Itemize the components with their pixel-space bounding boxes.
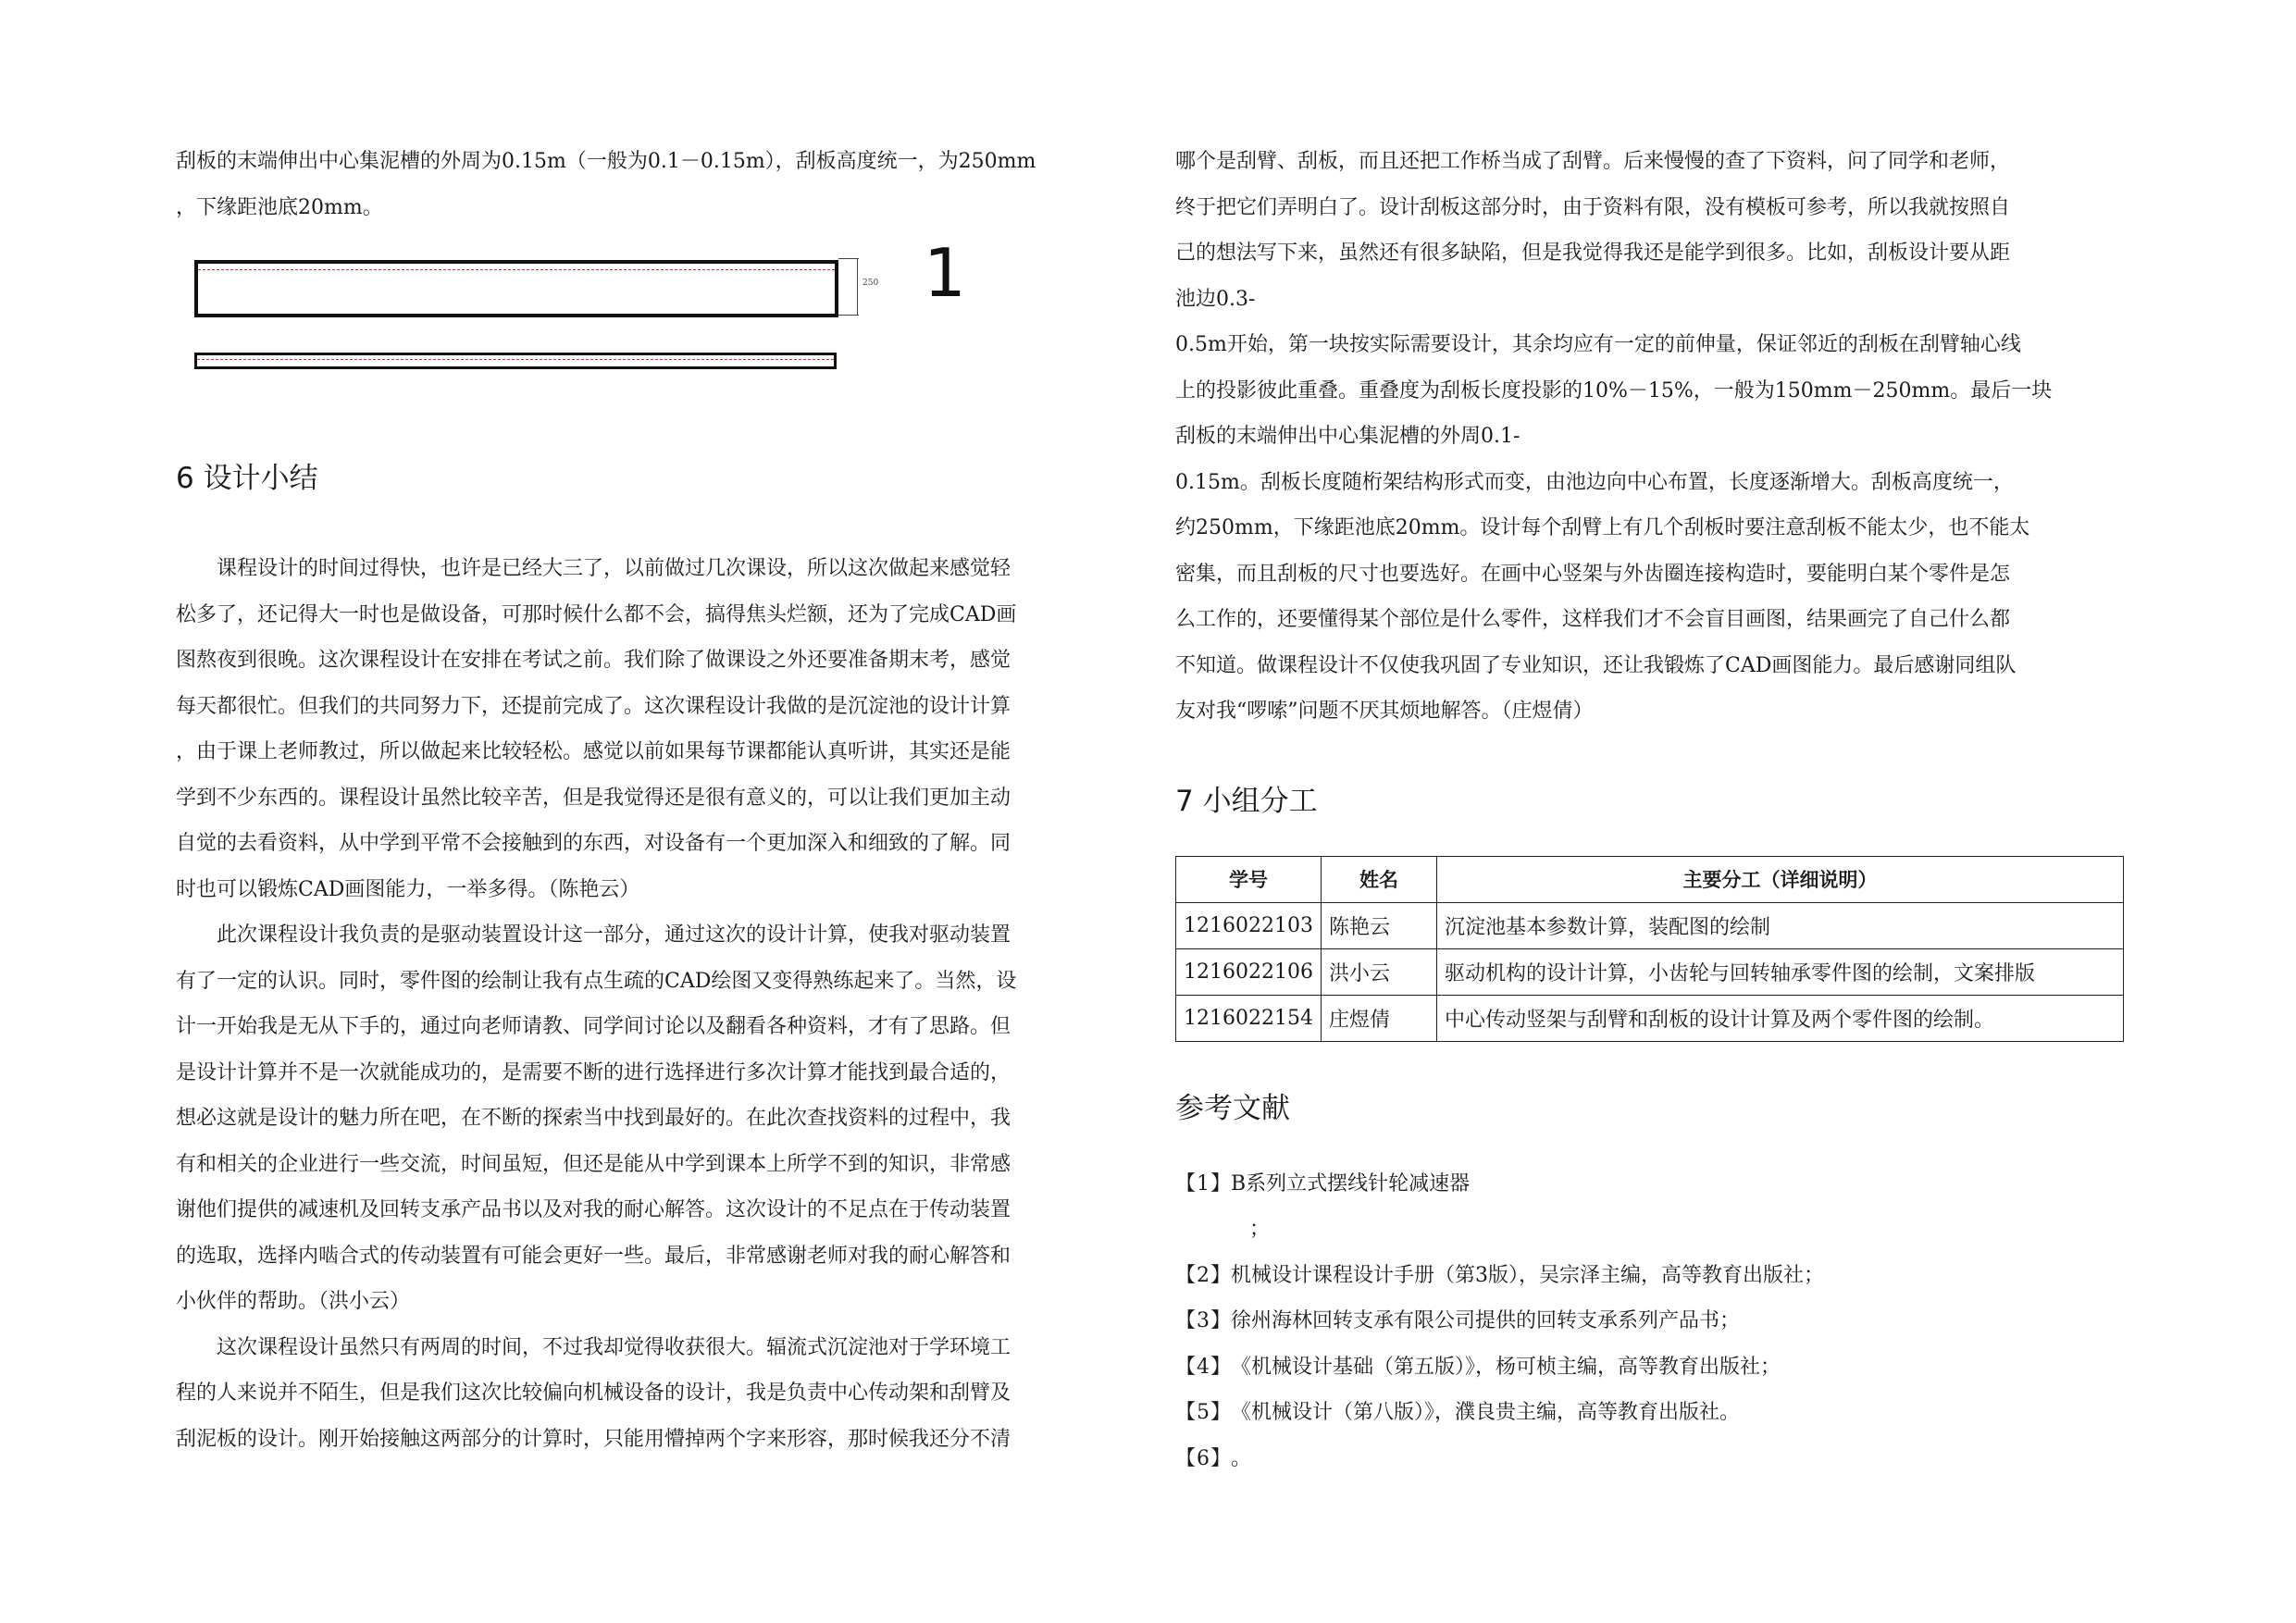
division-of-work-table: [1175, 856, 2124, 1042]
text-line: 此次课程设计我负责的是驱动装置设计这一部分，通过这次的设计计算，使我对驱动装置: [217, 923, 1011, 947]
cell-duties: 沉淀池基本参数计算，装配图的绘制: [1436, 902, 2123, 948]
text-line: 小伙伴的帮助。（洪小云）: [176, 1290, 411, 1313]
reference-number: 【6】: [1175, 1446, 1232, 1470]
reference-item: [1175, 1298, 2124, 1344]
scraper-plate-top-view: [194, 260, 838, 317]
text-line: 有了一定的认识。同时，零件图的绘制让我有点生疏的CAD绘图又变得熟练起来了。当然，设: [176, 969, 1017, 993]
reference-text: 徐州海林回转支承有限公司提供的回转支承系列产品书；: [1231, 1309, 1741, 1332]
cell-duties: 中心传动竖架与刮臂和刮板的设计计算及两个零件图的绘制。: [1436, 995, 2123, 1041]
text-line: 刮板的末端伸出中心集泥槽的外周为0.15m（一般为0.1－0.15m），刮板高度统一，为250mm: [176, 150, 1036, 173]
dimension-line: [857, 258, 858, 316]
text-line: 么工作的，还要懂得某个部位是什么零件，这样我们才不会盲目画图，结果画完了自己什么都: [1175, 608, 2011, 631]
reference-text: B系列立式摆线针轮减速器: [1231, 1171, 1471, 1196]
text-line: 这次课程设计虽然只有两周的时间，不过我却觉得收获很大。辐流式沉淀池对于学环境工: [217, 1335, 1011, 1359]
reference-item: [1175, 1390, 2124, 1436]
references-heading: 参考文献: [1175, 1091, 1290, 1125]
scraper-drawing: [176, 234, 1138, 408]
text-line: 0.5m开始，第一块按实际需要设计，其余均应有一定的前伸量，保证邻近的刮板在刮臂轴心线: [1175, 333, 2021, 356]
reference-text: ；: [1249, 1218, 1271, 1241]
dimension-extension-lines: [838, 258, 859, 316]
reference-text: 《机械设计基础（第五版）》，杨可桢主编，高等教育出版社；: [1231, 1355, 1781, 1379]
text-line: 哪个是刮臂、刮板，而且还把工作桥当成了刮臂。后来慢慢的查了下资料，问了同学和老师，: [1175, 150, 2011, 173]
text-line: 池边0.3-: [1175, 287, 1256, 311]
reference-number: 【5】: [1175, 1401, 1232, 1424]
summary-paragraph-zhuang-continued: [1175, 139, 2124, 735]
text-line: 自觉的去看资料，从中学到平常不会接触到的东西，对设备有一个更加深入和细致的了解。同: [176, 832, 1011, 855]
cell-name: 洪小云: [1321, 948, 1436, 995]
text-line: 上的投影彼此重叠。重叠度为刮板长度投影的10%－15%，一般为150mm－250mm。最后一块: [1175, 378, 2053, 403]
reference-text: 。: [1231, 1446, 1252, 1470]
text-line: 是设计计算并不是一次就能成功的，是需要不断的进行选择进行多次计算才能找到最合适的，: [176, 1060, 1011, 1084]
reference-item: [1175, 1253, 2124, 1299]
text-line: 计一开始我是无从下手的，通过向老师请教、同学间讨论以及翻看各种资料，才有了思路。但: [176, 1015, 1011, 1038]
text-line: 松多了，还记得大一时也是做设备，可那时候什么都不会，搞得焦头烂额，还为了完成CAD画: [176, 602, 1017, 626]
reference-number: 【3】: [1175, 1309, 1232, 1332]
figure-label: 1: [924, 234, 966, 312]
text-line: 想必这就是设计的魅力所在吧，在不断的探索当中找到最好的。在此次查找资料的过程中，我: [176, 1107, 1011, 1130]
scraper-plate-side-view: [194, 353, 837, 369]
header-duties: 主要分工（详细说明）: [1436, 856, 2123, 902]
text-line: 有和相关的企业进行一些交流，时间虽短，但还是能从中学到课本上所学不到的知识，非常感: [176, 1152, 1011, 1176]
summary-paragraph-hong: [176, 912, 1138, 1325]
text-line: 时也可以锻炼CAD画图能力，一举多得。（陈艳云）: [176, 877, 640, 901]
cell-student-id: 1216022154: [1176, 995, 1322, 1041]
section-7-heading: 7 小组分工: [1175, 784, 1318, 818]
summary-paragraph-zhuang: [176, 1325, 1138, 1463]
text-line: 学到不少东西的。课程设计虽然比较辛苦，但是我觉得还是很有意义的，可以让我们更加主动: [176, 786, 1011, 810]
text-line: 的选取，选择内啮合式的传动装置有可能会更好一些。最后，非常感谢老师对我的耐心解答和: [176, 1244, 1011, 1268]
text-line: 刮泥板的设计。刚开始接触这两部分的计算时，只能用懵掉两个字来形容，那时候我还分不清: [176, 1427, 1011, 1451]
text-line: ，由于课上老师教过，所以做起来比较轻松。感觉以前如果每节课都能认真听讲，其实还是能: [176, 740, 1011, 763]
text-line: 不知道。做课程设计不仅使我巩固了专业知识，还让我锻炼了CAD画图能力。最后感谢同组队: [1175, 653, 2017, 677]
text-line: 课程设计的时间过得快，也许是已经大三了，以前做过几次课设，所以这次做起来感觉轻: [217, 557, 1011, 580]
reference-number: 【1】: [1175, 1171, 1232, 1196]
table-header-row: [1176, 856, 2124, 902]
table-row: [1176, 948, 2124, 995]
reference-number: 【2】: [1175, 1263, 1232, 1287]
cell-name: 庄煜倩: [1321, 995, 1436, 1041]
reference-item: [1175, 1344, 2124, 1391]
reference-item: [1175, 1436, 2124, 1482]
text-line: 刮板的末端伸出中心集泥槽的外周0.1-: [1175, 425, 1520, 448]
text-line: 密集，而且刮板的尺寸也要选好。在画中心竖架与外齿圈连接构造时，要能明白某个零件是怎: [1175, 562, 2011, 586]
references-list: [1175, 1161, 2124, 1482]
header-name: 姓名: [1321, 856, 1436, 902]
left-column: [176, 139, 1138, 1462]
header-student-id: 学号: [1176, 856, 1322, 902]
dimension-value: 250: [863, 279, 879, 288]
table-row: [1176, 902, 2124, 948]
reference-number: 【4】: [1175, 1355, 1232, 1379]
text-line: ，下缘距池底20mm。: [176, 195, 383, 219]
text-line: 程的人来说并不陌生，但是我们这次比较偏向机械设备的设计，我是负责中心传动架和刮臂及: [176, 1381, 1011, 1405]
text-line: 约250mm，下缘距池底20mm。设计每个刮臂上有几个刮板时要注意刮板不能太少，也不能太: [1175, 516, 2030, 539]
reference-item: [1175, 1161, 2124, 1208]
text-line: 终于把它们弄明白了。设计刮板这部分时，由于资料有限，没有模板可参考，所以我就按照自: [1175, 195, 2011, 219]
summary-paragraph-chen: [176, 546, 1138, 912]
cell-student-id: 1216022103: [1176, 902, 1322, 948]
reference-continuation: [1175, 1207, 2124, 1253]
intro-paragraph: [176, 139, 1138, 230]
section-6-heading: 6 设计小结: [176, 462, 318, 495]
cell-student-id: 1216022106: [1176, 948, 1322, 995]
table-row: [1176, 995, 2124, 1041]
cell-name: 陈艳云: [1321, 902, 1436, 948]
text-line: 图熬夜到很晚。这次课程设计在安排在考试之前。我们除了做课设之外还要准备期末考，感觉: [176, 649, 1011, 672]
reference-text: 机械设计课程设计手册（第3版），吴宗泽主编，高等教育出版社；: [1231, 1263, 1824, 1287]
text-line: 己的想法写下来，虽然还有很多缺陷，但是我觉得我还是能学到很多。比如，刮板设计要从距: [1175, 242, 2011, 265]
text-line: 0.15m。刮板长度随桁架结构形式而变，由池边向中心布置，长度逐渐增大。刮板高度统一，: [1175, 470, 2014, 494]
text-line: 谢他们提供的减速机及回转支承产品书以及对我的耐心解答。这次设计的不足点在于传动装置: [176, 1198, 1011, 1221]
reference-text: 《机械设计（第八版）》，濮良贵主编，高等教育出版社。: [1231, 1401, 1741, 1424]
text-line: 友对我“啰嗦”问题不厌其烦地解答。（庄煜倩）: [1175, 700, 1594, 723]
right-column: [1175, 139, 2124, 1481]
text-line: 每天都很忙。但我们的共同努力下，还提前完成了。这次课程设计我做的是沉淀池的设计计算: [176, 694, 1011, 718]
cell-duties: 驱动机构的设计计算，小齿轮与回转轴承零件图的绘制，文案排版: [1436, 948, 2123, 995]
